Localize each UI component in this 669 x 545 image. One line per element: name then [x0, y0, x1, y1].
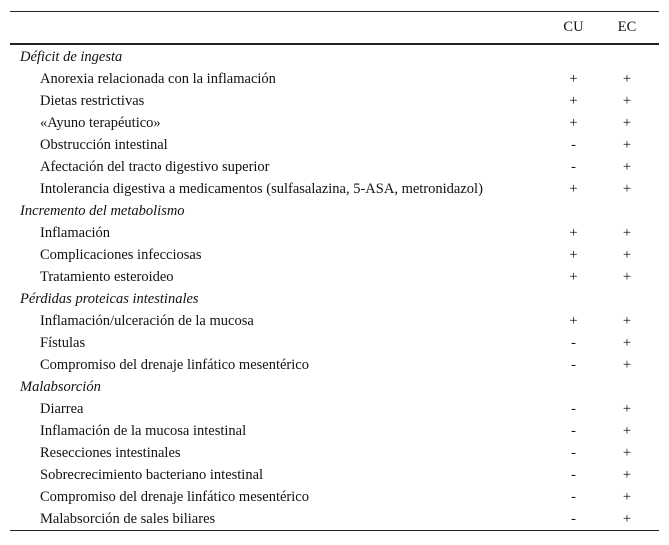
- cell-cu: +: [569, 225, 578, 241]
- category-row: [10, 376, 659, 398]
- row-label: Fístulas: [40, 335, 86, 351]
- header-label: [10, 12, 540, 45]
- table-row: [10, 508, 659, 531]
- cell-ec: +: [622, 357, 632, 373]
- table-row: [10, 68, 659, 90]
- cell-ec: +: [622, 313, 632, 329]
- category-cu-empty: [540, 44, 603, 68]
- cell-cu: +: [569, 181, 578, 197]
- cell-ec: +: [622, 115, 632, 131]
- category-cu-empty: [540, 200, 603, 222]
- row-label: Obstrucción intestinal: [40, 137, 168, 153]
- table-row: [10, 244, 659, 266]
- table-row: [10, 222, 659, 244]
- row-label: Compromiso del drenaje linfático mesentérico: [40, 489, 309, 505]
- category-ec-empty: [603, 376, 659, 398]
- table-row: [10, 398, 659, 420]
- category-row: [10, 200, 659, 222]
- cell-cu: +: [569, 247, 578, 263]
- cell-ec: +: [622, 335, 632, 351]
- cell-cu: -: [571, 335, 576, 351]
- cell-ec: +: [622, 93, 632, 109]
- row-label: Intolerancia digestiva a medicamentos (sulfasalazina, 5-ASA, metronidazol): [40, 181, 483, 197]
- row-label: Dietas restrictivas: [40, 93, 145, 109]
- category-label: Malabsorción: [20, 379, 101, 395]
- table-row: [10, 332, 659, 354]
- cell-cu: -: [571, 137, 576, 153]
- row-label: «Ayuno terapéutico»: [40, 115, 161, 131]
- cell-ec: +: [622, 137, 632, 153]
- cell-cu: -: [540, 508, 603, 531]
- row-label: Diarrea: [40, 401, 84, 417]
- row-label: Tratamiento esteroideo: [40, 269, 174, 285]
- cell-ec: +: [622, 269, 632, 285]
- category-row: [10, 44, 659, 68]
- table-row: [10, 310, 659, 332]
- cell-cu: +: [569, 93, 578, 109]
- table-body: [10, 44, 659, 531]
- cell-cu: +: [569, 269, 578, 285]
- cell-cu: +: [569, 71, 578, 87]
- row-label: Sobrecrecimiento bacteriano intestinal: [40, 467, 264, 483]
- row-label: Afectación del tracto digestivo superior: [40, 159, 270, 175]
- cell-ec: +: [622, 225, 632, 241]
- cell-ec: +: [622, 489, 632, 505]
- row-label: Inflamación de la mucosa intestinal: [40, 423, 247, 439]
- header-cu: CU: [540, 12, 603, 45]
- table-row: [10, 420, 659, 442]
- row-label: Inflamación: [40, 225, 111, 241]
- table-row: [10, 464, 659, 486]
- row-label: Inflamación/ulceración de la mucosa: [40, 313, 254, 329]
- category-cu-empty: [540, 376, 603, 398]
- row-label: Resecciones intestinales: [40, 445, 181, 461]
- cell-ec: +: [603, 508, 659, 531]
- nutrition-table-container: [10, 11, 659, 531]
- cell-cu: -: [571, 423, 576, 439]
- row-label: Complicaciones infecciosas: [40, 247, 202, 263]
- cell-cu: +: [569, 313, 578, 329]
- table-row: [10, 112, 659, 134]
- category-ec-empty: [603, 288, 659, 310]
- category-label: Pérdidas proteicas intestinales: [20, 291, 199, 307]
- category-label: Incremento del metabolismo: [20, 203, 185, 219]
- cell-cu: -: [571, 467, 576, 483]
- table-row: [10, 442, 659, 464]
- table-row: [10, 134, 659, 156]
- table-row: [10, 90, 659, 112]
- table-row: [10, 178, 659, 200]
- table-header-row: [10, 12, 659, 45]
- cell-cu: -: [571, 489, 576, 505]
- cell-ec: +: [622, 71, 632, 87]
- category-ec-empty: [603, 44, 659, 68]
- cell-ec: +: [622, 159, 632, 175]
- cell-cu: -: [571, 159, 576, 175]
- table-row: [10, 486, 659, 508]
- category-row: [10, 288, 659, 310]
- cell-cu: -: [571, 401, 576, 417]
- category-label: Déficit de ingesta: [20, 48, 123, 65]
- cell-ec: +: [622, 181, 632, 197]
- cell-ec: +: [622, 445, 632, 461]
- cell-ec: +: [622, 423, 632, 439]
- category-ec-empty: [603, 200, 659, 222]
- header-ec: EC: [603, 12, 659, 45]
- cell-cu: +: [569, 115, 578, 131]
- row-label: Anorexia relacionada con la inflamación: [40, 71, 276, 87]
- table-row: [10, 156, 659, 178]
- cell-ec: +: [622, 247, 632, 263]
- row-label: Malabsorción de sales biliares: [10, 508, 540, 531]
- cell-cu: -: [571, 357, 576, 373]
- cell-ec: +: [622, 467, 632, 483]
- row-label: Compromiso del drenaje linfático mesentérico: [40, 357, 309, 373]
- table-row: [10, 354, 659, 376]
- table-row: [10, 266, 659, 288]
- category-cu-empty: [540, 288, 603, 310]
- cell-cu: -: [571, 445, 576, 461]
- cell-ec: +: [622, 401, 632, 417]
- malnutrition-causes-table: [10, 11, 659, 531]
